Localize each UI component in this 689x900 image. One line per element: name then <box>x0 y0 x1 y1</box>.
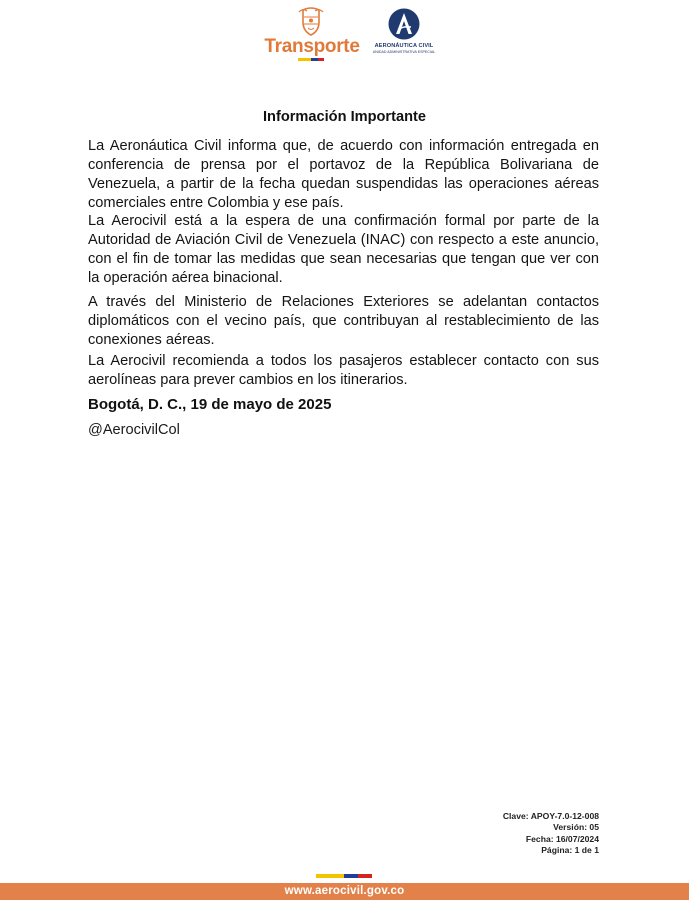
meta-fecha: Fecha: 16/07/2024 <box>525 833 599 844</box>
social-handle: @AerocivilCol <box>88 422 180 438</box>
paragraph-1: La Aeronáutica Civil informa que, de acuerdo con información entregada en conferencia de prensa por el portavoz de la República Bolivariana de Venezuela, a partir de la fecha quedan suspendidas las operaciones aéreas comerciales entre Colombia y ese país. <box>88 138 599 211</box>
colombia-coat-of-arms-icon <box>297 6 325 36</box>
aerocivil-subtitle: UNIDAD ADMINISTRATIVA ESPECIAL <box>372 50 436 54</box>
paragraph-3: A través del Ministerio de Relaciones Exteriores se adelantan contactos diplomáticos con el vecino país, que contribuyan al restablecimiento de las conexiones aéreas. <box>88 294 599 348</box>
meta-pagina: Página: 1 de 1 <box>541 844 599 855</box>
colombia-flag-stripe <box>298 58 324 61</box>
transporte-logo <box>264 6 360 66</box>
footer-bar <box>0 883 689 900</box>
paragraph-4: La Aerocivil recomienda a todos los pasajeros establecer contacto con sus aerolíneas para prever cambios en los itinerarios. <box>88 353 599 388</box>
page-header <box>0 6 689 66</box>
document-metadata <box>503 811 599 856</box>
document-title: Información Importante <box>263 109 426 125</box>
aerocivil-a-icon <box>388 8 420 40</box>
meta-version: Versión: 05 <box>553 822 599 833</box>
footer-flag-stripe <box>316 874 372 878</box>
paragraph-2: La Aerocivil está a la espera de una confirmación formal por parte de la Autoridad de Aviación Civil de Venezuela (INAC) con respecto a este anuncio, con el fin de tomar las medidas que sean necesarias que tengan que ver con la operación aérea binacional. <box>88 213 599 286</box>
aerocivil-name: AERONÁUTICA CIVIL <box>374 43 434 49</box>
footer-website-link[interactable]: www.aerocivil.gov.co <box>284 885 405 897</box>
meta-clave: Clave: APOY-7.0-12-008 <box>502 811 599 821</box>
transporte-wordmark: Transporte <box>264 36 360 57</box>
date-line: Bogotá, D. C., 19 de mayo de 2025 <box>88 396 332 413</box>
aerocivil-logo <box>370 8 438 60</box>
